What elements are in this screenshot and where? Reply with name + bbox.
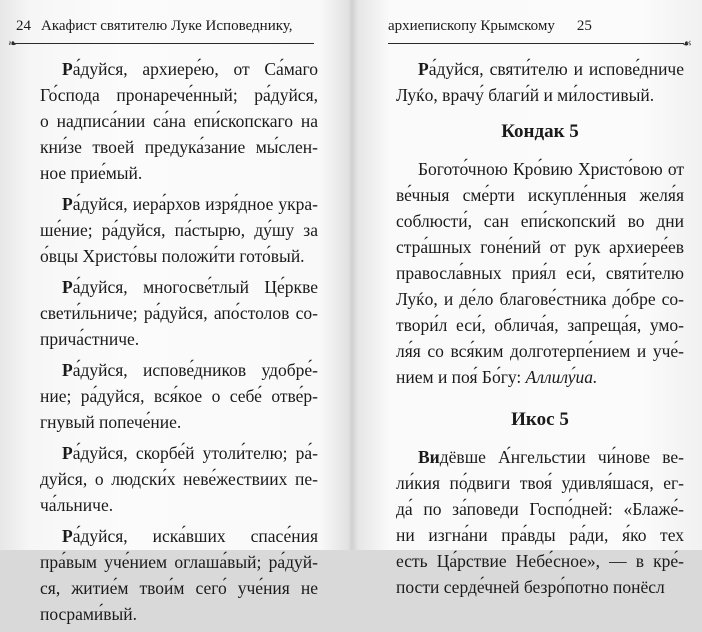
kondak-line: [396, 364, 684, 390]
left-paragraph-line-text: гнувый попече́ние.: [40, 412, 182, 432]
left-paragraph-line: [40, 191, 318, 217]
left-paragraph: [40, 440, 318, 518]
right-top-paragraph-line-text: а́дуйся, святи́телю и испове́дниче: [428, 59, 684, 79]
left-rule-ornament-icon: ❧: [8, 38, 18, 50]
ikos-paragraph-drop-letter: Ви: [418, 447, 440, 467]
left-running-header: [16, 18, 316, 35]
left-paragraph-line: [40, 549, 318, 575]
left-running-head: Акафист святителю Луке Исповеднику,: [41, 18, 293, 34]
kondak-paragraph: [396, 156, 684, 390]
left-paragraph-line-text: ное прие́мый.: [40, 163, 143, 183]
left-paragraph: [40, 274, 318, 352]
kondak-heading: Кондак 5: [501, 121, 579, 142]
left-paragraph-line: [40, 56, 318, 82]
ikos-paragraph: [396, 444, 684, 600]
left-paragraph-line-text: а́дуйся, архиере́ю, от Са́маго: [72, 59, 318, 79]
right-page: [352, 0, 702, 597]
left-paragraph-drop-letter: Р: [62, 443, 73, 463]
left-paragraph: [40, 357, 318, 435]
kondak-line: Богото́чною Кро́вию Христо́вою от: [418, 159, 684, 179]
ikos-paragraph-line-text: есть Ца́рствие Небе́сное», — в кре́-: [396, 551, 684, 571]
right-page-text: [396, 56, 684, 605]
left-page-number: 24: [16, 18, 31, 34]
left-paragraph-line: [40, 160, 318, 186]
left-paragraph-line: [40, 274, 318, 300]
right-top-paragraph-line: [396, 56, 684, 82]
left-paragraph-drop-letter: Р: [62, 526, 73, 546]
left-paragraph-line-text: свети́льниче; ра́дуйся, апо́столов со-: [40, 303, 318, 323]
left-paragraph-line-text: а́дуйся, иера́рхов изря́дное укра-: [72, 194, 318, 214]
left-paragraph-line-text: ние; ра́дуйся, вся́кое о себе́ отве́р-: [40, 386, 318, 406]
left-paragraph-line-text: дуйся, о людски́х неве́жествиих пе-: [40, 469, 318, 489]
ikos-paragraph-line: [396, 496, 684, 522]
kondak-line: ве́чныя сме́рти искупле́нныя желя́я: [396, 185, 684, 205]
left-paragraph-line: [40, 440, 318, 466]
left-paragraph-drop-letter: Р: [62, 59, 73, 79]
ikos-paragraph-line: [396, 470, 684, 496]
kondak-line: ля́я со вся́ким долготерпе́нием и уче́-: [396, 341, 684, 361]
left-paragraph-line-text: прича́стниче.: [40, 329, 140, 349]
ikos-paragraph-line-text: пости серде́чней безро́потно понёсл: [396, 577, 665, 597]
kondak-line: твори́л еси́, облича́я, запреща́я, умо-: [396, 315, 684, 335]
left-paragraph-line: [40, 492, 318, 518]
left-paragraph-line-text: о надписа́нии са́на епи́скопскаго на: [40, 111, 318, 131]
left-paragraph-drop-letter: Р: [62, 360, 73, 380]
ikos-paragraph-line: [396, 574, 684, 600]
kondak-line: соблюсти́, сан епи́скопский во дни: [396, 211, 684, 231]
left-paragraph-line-text: Го́спода пронарече́нный; ра́дуйся,: [40, 85, 318, 105]
ikos-paragraph-line-text: дёвше А́нгельстии чи́нове ве-: [439, 447, 684, 467]
left-paragraph-line: [40, 108, 318, 134]
left-paragraph-line: [40, 409, 318, 435]
left-paragraph-line: [40, 357, 318, 383]
left-paragraph-line: [40, 523, 318, 549]
left-paragraph-line-text: а́дуйся, скорбе́й утоли́телю; ра́-: [72, 443, 318, 463]
left-paragraph-line: [40, 601, 318, 627]
left-paragraph-drop-letter: Р: [62, 277, 73, 297]
left-paragraph-line: [40, 217, 318, 243]
right-rule-ornament-icon: ☙: [682, 38, 692, 50]
left-paragraph-line-text: кни́зе твоей предука́зание мы́слен-: [40, 137, 318, 157]
left-paragraph-line: [40, 134, 318, 160]
left-paragraph-line: [40, 466, 318, 492]
left-paragraph-line-text: пра́вым уче́нием оглаша́вый; ра́дуй-: [40, 552, 318, 572]
left-paragraph: [40, 191, 318, 269]
right-top-paragraph-line: [396, 82, 684, 108]
ikos-paragraph-line: [396, 444, 684, 470]
alleluia-text: Аллилу́иа.: [525, 367, 598, 387]
left-paragraph-line-text: ше́ние; ра́дуйся, па́стырю, ду́шу за: [40, 220, 318, 240]
ikos-paragraph-line: [396, 522, 684, 548]
kondak-line: стра́шных гоне́ний от рук архиере́ев: [396, 237, 684, 257]
left-paragraph-line: [40, 300, 318, 326]
ikos-paragraph-line-text: ли́кия по́двиги твоя́ удивля́шася, ег-: [396, 473, 684, 493]
right-top-paragraph-line-text: Луќо, врачу́ благи́й и ми́лостивый.: [396, 85, 655, 105]
left-paragraph-line-text: а́дуйся, иска́вших спасе́ния: [72, 526, 318, 546]
right-top-paragraph-drop-letter: Р: [418, 59, 429, 79]
kondak-line: Луќо, и де́ло благове́стника до́бре со-: [396, 289, 684, 309]
kondak-line-text: нием и поя́ Бо́гу:: [396, 367, 526, 387]
kondak-line: правосла́вных прия́л еси́, святи́телю: [396, 263, 684, 283]
right-running-header: [388, 18, 690, 35]
left-page-text: [40, 56, 318, 632]
right-running-head: архиепископу Крымскому: [388, 18, 555, 34]
right-page-number: 25: [576, 18, 592, 34]
ikos-paragraph-line-text: ни изгна́ни пра́вды ра́ди, я́ко тех: [396, 525, 684, 545]
left-paragraph-line: [40, 243, 318, 269]
left-paragraph-line: [40, 326, 318, 352]
left-paragraph-line-text: а́дуйся, многосве́тлый Це́ркве: [72, 277, 318, 297]
left-paragraph-line-text: ча́льниче.: [40, 495, 114, 515]
left-header-rule: [14, 43, 314, 44]
right-top-paragraph: [396, 56, 684, 108]
left-page: [0, 0, 350, 624]
left-paragraph: [40, 523, 318, 627]
ikos-heading: Икос 5: [511, 409, 569, 430]
left-paragraph: [40, 56, 318, 186]
ikos-paragraph-line: [396, 548, 684, 574]
left-paragraph-line: [40, 575, 318, 601]
left-paragraph-line: [40, 82, 318, 108]
left-paragraph-line: [40, 383, 318, 409]
left-paragraph-line-text: ся, житие́м твои́м сего́ уче́ния не: [40, 578, 318, 598]
left-paragraph-line-text: а́дуйся, испове́дников удобре́-: [72, 360, 318, 380]
left-paragraph-line-text: о́вцы Христо́вы положи́ти гото́вый.: [40, 246, 305, 266]
right-header-rule: [388, 43, 684, 44]
left-paragraph-drop-letter: Р: [62, 194, 73, 214]
ikos-paragraph-line-text: да́ по за́поведи Госпо́дней: «Блаже́-: [396, 499, 684, 519]
left-paragraph-line-text: посрами́вый.: [40, 604, 138, 624]
